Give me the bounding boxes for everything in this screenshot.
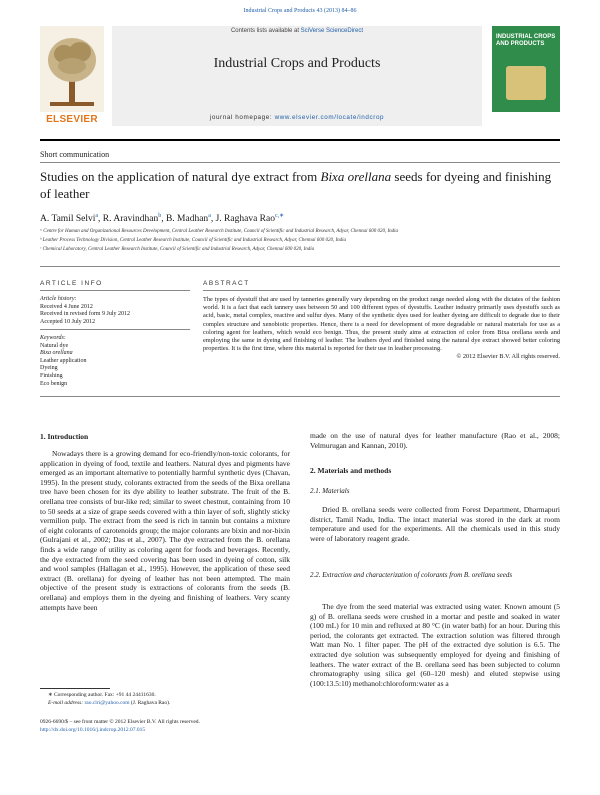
keyword: Finishing (40, 372, 63, 379)
email-link[interactable]: rao.clri@yahoo.com (84, 700, 130, 706)
journal-header (40, 26, 560, 136)
author: R. Aravindhan (102, 214, 159, 225)
materials-text: Dried B. orellana seeds were collected from Forest Department, Dharmapuri district, Tamil Nadu, India. The intact material was stored in the dark at room temperature and used for the experiments. All the chemicals used in this study were of laboratory reagent grade. (310, 505, 560, 543)
keyword: Natural dye (40, 342, 69, 349)
footnote-rule (40, 688, 110, 689)
email-line: E-mail address: rao.clri@yahoo.com (J. Raghava Rao). (48, 700, 171, 706)
keyword: Dyeing (40, 365, 58, 372)
journal-title: Industrial Crops and Products (213, 56, 381, 71)
article-info-heading: ARTICLE INFO (40, 280, 103, 287)
abstract-heading: ABSTRACT (203, 280, 250, 287)
divider (40, 396, 560, 397)
article-history: Article history: Received 4 June 2012 Received in revised form 9 July 2012 Accepted 10 July 2012 (40, 296, 130, 325)
publisher-name: ELSEVIER (46, 114, 98, 125)
author-list: A. Tamil Selvi$^a$, R. Aravindhan$^b$, B. Madhan$^a$, J. Raghava Rao$^{c,∗}$ (40, 213, 285, 225)
extraction-text: The dye from the seed material was extracted using water. Known amount (5 g) of B. orellana seeds were crushed in a mortar and pestle and soaked in water (100 mL) for 10 min and refluxed at 80 °C (in water bath) for an hour. During this period, the colorants get extracted. The extraction solution was filtered through Watt man No. 1 filter paper. The pH of the extracted dye solution is 6.5. The extracted dye solution was subsequently employed for dyeing and finishing of leathers. The water extract of the B. orellana seed has been subjected to column chromatography using silica gel (60–120 mesh) and eluted stepwise using (100:13.5:10) methanol:chloroform:water as a (310, 602, 560, 688)
copyright: © 2012 Elsevier B.V. All rights reserved. (456, 353, 560, 361)
author: J. Raghava Rao (215, 214, 275, 225)
affiliation-b: ᵇ Leather Process Technology Division, Central Leather Research Institute, Council of Scientific and Industrial Research, Adyar, Chennai 600 020, India (40, 238, 347, 243)
introduction-continued: made on the use of natural dyes for leather manufacture (Rao et al., 2008; Velmurugan and Kannan, 2010). (310, 431, 560, 450)
keywords: Keywords: Natural dye Bixa orellana Leather application Dyeing Finishing Eco benign (40, 335, 190, 388)
author: A. Tamil Selvi (40, 214, 96, 225)
article-title: Studies on the application of natural dye extract from Bixa orellana seeds for dyeing and finishing of leather (40, 169, 552, 201)
contents-line: Contents lists available at SciVerse ScienceDirect (230, 28, 364, 34)
divider (40, 290, 190, 291)
cover-title: INDUSTRIAL CROPS AND PRODUCTS (496, 34, 556, 47)
journal-homepage: journal homepage: www.elsevier.com/locate/indcrop (209, 114, 385, 121)
abstract-text: The types of dyestuff that are used by tanneries generally vary depending on the product range needed along with the dictates of the fashion world. It is a fact that each tannery uses between 50 and 100 different types of dyestuffs. Leather industry primarily uses dyestuffs such as acid, basic, metal complex, reactive and sulfur dyes. Many of the synthetic dyes used for leather dyeing are difficult to degrade due to their complex structure and xenobiotic properties. Hence, there is a need for development of more degradable or natural materials for use as a coloring agent for leathers, which would eco benign. Thus, the present study aims at extraction of color from Bixa orellana seeds and employing the same in dyeing and finishing of leather. The leathers dyed and finished using the natural dye extract showed better coloring properties. It is the first time, where this material is reported for their use in leather processing. © 2012 Elsevier B.V. All rights reserved. (203, 296, 560, 361)
article-type: Short communication (40, 150, 110, 159)
sciencedirect-link[interactable]: SciVerse ScienceDirect (300, 28, 364, 34)
journal-cover-thumbnail (492, 26, 560, 112)
introduction-text: Nowadays there is a growing demand for eco-friendly/non-toxic colorants, for application in dyeing of food, textile and leathers. Natural dyes and pigments have emerged as an important alternative to potentially harmful synthetic dyes (Chavan, 1995). In the present study, colorants extracted from the seeds of the Bixa orellana tree have been chosen for its dye ability to leather substrate. The fruit of the B. orellana tree consists of bur-like red; similar to sweet chestnut, containing from 10 to 50 seeds at a size of grape seeds covered with a thin layer of soft, slightly sticky vermilion pulp. The extract from the seed is rich in tannin but contains a mixture of eight colorants of carotenoids group; the major colorants are bixin and nor-bixin (Gulrajani et al., 2002; Das et al., 2007). The dye extracted from the B. orellana finds a wide range of utility as coloring agent for foods and beverages. Recently, the dye extracted from the seed covering has been used in dyeing of cotton, silk and wool samples (Hallagan et al., 1995). However, the application of these seed extract (B. orellana) for dyeing of leather has not been attempted. The main objective of the present study is extractions of colorants from the seeds (B. orellana) and employs them in the dyeing and finishing of leathers. Very scanty attempts have been (40, 449, 290, 612)
affiliation-a: ᵃ Centre for Human and Organizational Resources Development, Central Leather Research Institute, Council of Scientific and Industrial Research, Adyar, Chennai 600 020, India (40, 229, 399, 234)
header-rule (40, 139, 560, 141)
subsection-heading-materials: 2.1. Materials (310, 487, 350, 495)
subsection-heading-extraction: 2.2. Extraction and characterization of colorants from B. orellana seeds (310, 571, 513, 579)
issn-line: 0926-6690/$ – see front matter © 2012 Elsevier B.V. All rights reserved. (40, 719, 200, 725)
journal-banner (112, 26, 482, 126)
elsevier-tree-logo (40, 26, 104, 112)
keyword: Eco benign (40, 380, 68, 387)
section-heading-methods: 2. Materials and methods (310, 466, 392, 475)
section-heading-introduction: 1. Introduction (40, 432, 89, 441)
author: B. Madhan (165, 214, 209, 225)
affiliation-c: ᶜ Chemical Laboratory, Central Leather Research Institute, Council of Scientific and Industrial Research, Adyar, Chennai 600 020, India (40, 247, 315, 252)
corresponding-author: ∗ Corresponding author. Fax: +91 44 24411630. (48, 692, 156, 698)
cover-illustration (506, 66, 546, 100)
keyword: Bixa orellana (40, 350, 73, 357)
doi-link[interactable]: http://dx.doi.org/10.1016/j.indcrop.2012.07.015 (40, 727, 146, 733)
divider (203, 290, 560, 291)
divider (40, 266, 560, 267)
journal-citation[interactable]: Industrial Crops and Products 43 (2013) 84–86 (243, 8, 357, 14)
divider (40, 162, 560, 163)
keyword: Leather application (40, 357, 87, 364)
homepage-link[interactable]: www.elsevier.com/locate/indcrop (274, 114, 385, 121)
divider (40, 329, 190, 330)
